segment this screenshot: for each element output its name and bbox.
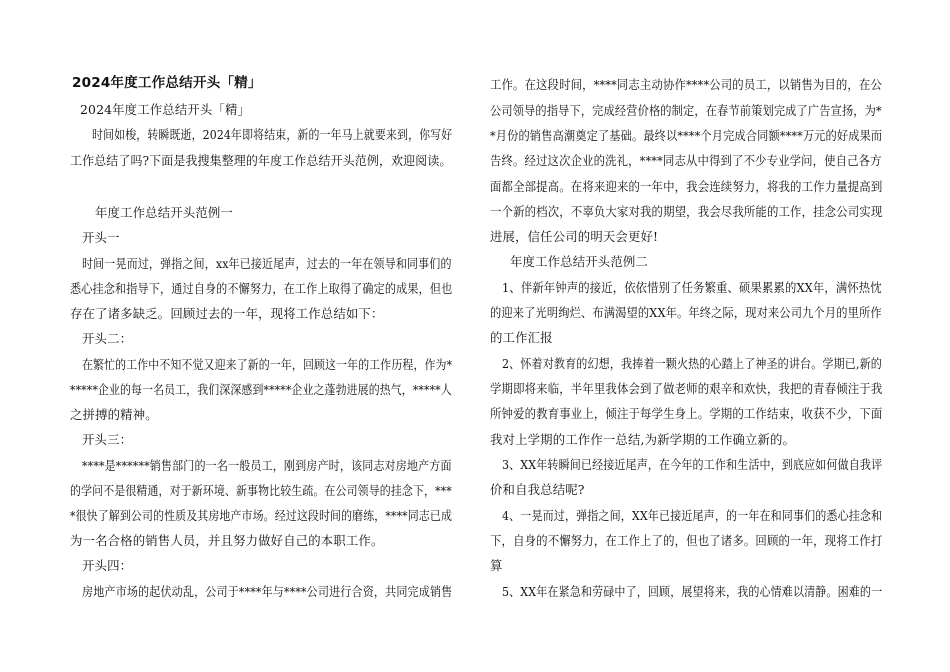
paragraph-line: 在繁忙的工作中不知不觉又迎来了新的一年，回顾这一年的工作历程，作为*	[82, 357, 453, 372]
paragraph-line: 面都全部提高。在将来迎来的一年中，我会连续努力，将我的工作力量提高到	[490, 179, 883, 194]
paragraph-line: 所钟爱的教育事业上，倾注于每学生身上。学期的工作结束，收获不少，下面	[490, 406, 883, 421]
paragraph-line: 进展，信任公司的明天会更好!	[490, 229, 659, 244]
subheading: 开头一	[82, 230, 120, 245]
paragraph-line: 时间一晃而过，弹指之间，xx年已接近尾声，过去的一年在领导和同事们的	[82, 256, 452, 271]
paragraph-line: 公司领导的指导下，完成经营价格的制定，在春节前策划完成了广告宣扬，为*	[490, 103, 882, 118]
paragraph-line: 工作。在这段时间，****同志主动协作****公司的员工，以销售为目的，在公	[490, 77, 882, 92]
list-item: 1、伴新年钟声的接近，依依惜别了任务繁重、硕果累累的XX年，满怀热忱	[502, 280, 882, 295]
paragraph-line: 悉心挂念和指导下，通过自身的不懈努力，在工作上取得了确定的成果，但也	[70, 281, 453, 296]
subheading: 开头三：	[82, 432, 133, 447]
paragraph-line: *****企业的每一名员工，我们深深感到*****企业之蓬勃进展的热气，*****人	[70, 382, 452, 397]
list-item: 3、XX年转瞬间已经接近尾声，在今年的工作和生活中，到底应如何做自我评	[502, 457, 883, 472]
paragraph-line: 学期即将来临，半年里我体会到了做老师的艰辛和欢快，我把的青春倾注于我	[490, 381, 883, 396]
section-heading: 年度工作总结开头范例二	[510, 254, 648, 269]
paragraph-line: 我对上学期的工作作一总结,为新学期的工作确立新的。	[490, 432, 796, 447]
paragraph-line: *很快了解到公司的性质及其房地产市场。经过这段时间的磨练，****同志已成	[70, 508, 453, 523]
paragraph-line: 工作总结了吗?下面是我搜集整理的年度工作总结开头范例，欢迎阅读。	[70, 153, 452, 168]
list-item: 4、一晃而过，弹指之间，XX年已接近尾声，的一年在和同事们的悉心挂念和	[502, 508, 883, 523]
paragraph-line: 为一名合格的销售人员，并且努力做好自己的本职工作。	[70, 533, 384, 548]
paragraph-line: 时间如梭，转瞬既逝，2024年即将结束，新的一年马上就要来到，你写好	[92, 127, 453, 142]
paragraph-line: 存在了诸多缺乏。回顾过去的一年，现将工作总结如下：	[70, 306, 384, 321]
paragraph-line: ****是******销售部门的一名一般员工，刚到房产时，该同志对房地产方面	[82, 458, 452, 473]
paragraph-line: 房地产市场的起伏动乱，公司于****年与****公司进行合资，共同完成销售	[82, 584, 453, 599]
paragraph-line: 之拼搏的精神。	[70, 407, 158, 422]
paragraph-line: 下，自身的不懈努力，在工作上了的，但也了诸多。回顾的一年，现将工作打	[490, 533, 883, 548]
paragraph-line: 告终。经过这次企业的洗礼，****同志从中得到了不少专业学问，使自己各方	[490, 153, 882, 168]
subtitle: 2024年度工作总结开头「精」	[80, 102, 251, 117]
subheading: 开头四：	[82, 558, 133, 573]
paragraph-line: 的学问不是很精通，对于新环境、新事物比较生疏。在公司领导的挂念下，***	[70, 483, 452, 498]
section-heading: 年度工作总结开头范例一	[95, 205, 233, 220]
document-title: 2024年度工作总结开头「精」	[72, 75, 262, 91]
paragraph-line: *月份的销售高潮奠定了基础。最终以****个月完成合同额****万元的好成果而	[490, 128, 883, 143]
paragraph-line: 一个新的档次，不辜负大家对我的期望，我会尽我所能的工作，挂念公司实现	[490, 204, 883, 219]
list-item: 5、XX年在紧急和劳碌中了，回顾，展望将来，我的心情难以清静。困难的一	[502, 584, 883, 599]
list-item: 2、怀着对教育的幻想，我捧着一颗火热的心踏上了神圣的讲台。学期已,新的	[502, 356, 882, 371]
paragraph-line: 的迎来了光明绚烂、布满渴望的XX年。年终之际，现对来公司九个月的里所作	[490, 305, 882, 320]
paragraph-line: 算	[490, 558, 503, 573]
paragraph-line: 的工作汇报	[490, 330, 553, 345]
subheading: 开头二：	[82, 331, 133, 346]
paragraph-line: 价和自我总结呢?	[490, 482, 585, 497]
